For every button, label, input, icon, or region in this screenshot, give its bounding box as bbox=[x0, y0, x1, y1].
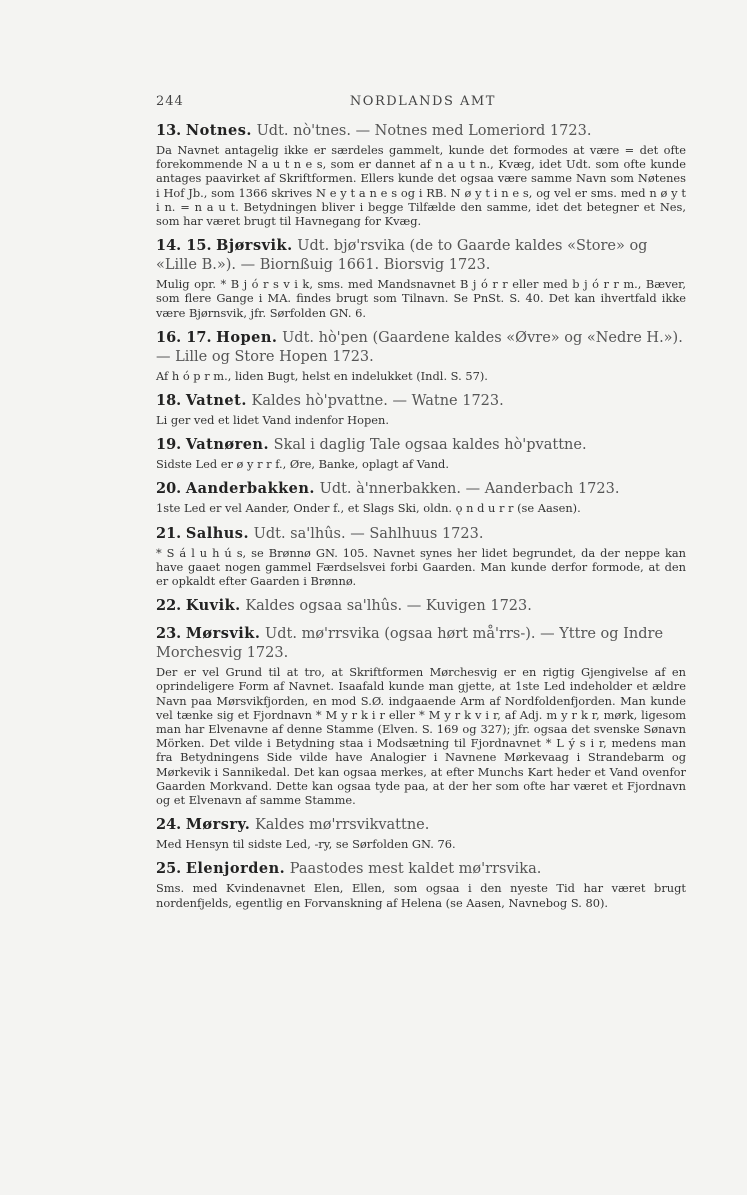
entry-number: 24. bbox=[156, 816, 182, 834]
entry-pronunciation: Udt. mø'rrsvika (ogsaa hørt må'rrs-). — Yttre og Indre Morchesvig 1723. bbox=[156, 626, 664, 662]
page bbox=[156, 94, 686, 918]
entry-heading bbox=[156, 236, 686, 275]
entry-number: 22. bbox=[156, 597, 182, 615]
entry-name: Mørsry. bbox=[185, 816, 251, 834]
entry-19 bbox=[156, 435, 686, 471]
running-title: NORDLANDS AMT bbox=[349, 94, 496, 109]
entry-number: 23. bbox=[156, 625, 182, 643]
entry-text: Af h ó p r m., liden Bugt, helst en indelukket (Indl. S. 57). bbox=[156, 368, 488, 383]
entry-name: Hopen. bbox=[216, 328, 278, 346]
entry-text: Li ger ved et lidet Vand indenfor Hopen. bbox=[156, 413, 389, 428]
entry-pronunciation: Udt. bjø'rsvika (de to Gaarde kaldes «Store» og «Lille B.»). — Biornßuig 1661. Biorsvig 1723. bbox=[156, 238, 648, 274]
entry-heading bbox=[156, 328, 686, 367]
entry-pronunciation: Paastodes mest kaldet mø'rrsvika. bbox=[289, 861, 542, 878]
entry-pronunciation: Udt. nò'tnes. — Notnes med Lomeriord 1723. bbox=[256, 123, 592, 139]
entry-20 bbox=[156, 479, 686, 515]
entry-21 bbox=[156, 524, 686, 589]
entry-text: Mulig opr. * B j ó r s v i k, sms. med Mandsnavnet B j ó r r eller med b j ó r r m., Bæver, som flere Gange i MA. findes brugt som Tilnavn. Se PnSt. S. 40. Det kan ihvertfald ikke være Bjørnsvik, jfr. Sørfolden GN. 6. bbox=[156, 277, 686, 320]
entry-heading bbox=[156, 815, 686, 835]
entry-name: Mørsvik. bbox=[185, 625, 261, 643]
entry-text: Med Hensyn til sidste Led, -ry, se Sørfolden GN. 76. bbox=[156, 837, 456, 852]
entry-name: Vatnøren. bbox=[185, 436, 270, 454]
page-header bbox=[156, 94, 686, 109]
entry-heading bbox=[156, 121, 686, 141]
entry-text: Sidste Led er ø y r r f., Øre, Banke, oplagt af Vand. bbox=[156, 457, 449, 472]
entry-number: 18. bbox=[156, 392, 182, 410]
entry-text: * S á l u h ú s, se Brønnø GN. 105. Navnet synes her lidet begrundet, da der neppe kan have gaaet nogen gammel Færdselsvei forbi Gaarden. Man kunde derfor formode, at den er opkaldt efter Gaarden i Brønnø. bbox=[156, 545, 686, 589]
entry-text: 1ste Led er vel Aander, Onder f., et Slags Ski, oldn. ǫ n d u r r (se Aasen). bbox=[156, 501, 581, 516]
entry-name: Vatnet. bbox=[185, 392, 247, 410]
entry-number: 14. 15. bbox=[156, 237, 212, 255]
entry-text: Sms. med Kvindenavnet Elen, Ellen, som ogsaa i den nyeste Tid har været brugt nordenfjelds, egentlig en Forvanskning af Helena (se Aasen, Navnebog S. 80). bbox=[156, 881, 686, 910]
entry-name: Elenjorden. bbox=[185, 860, 286, 878]
entry-pronunciation: Udt. à'nnerbakken. — Aanderbach 1723. bbox=[319, 481, 620, 498]
entry-heading bbox=[156, 859, 686, 879]
entry-name: Salhus. bbox=[185, 524, 250, 542]
entry-pronunciation: Kaldes ogsaa sa'lhûs. — Kuvigen 1723. bbox=[245, 598, 532, 615]
entry-22 bbox=[156, 596, 686, 616]
entry-name: Aanderbakken. bbox=[185, 480, 315, 498]
page-number: 244 bbox=[156, 94, 184, 109]
entry-number: 16. 17. bbox=[156, 328, 212, 346]
entry-23 bbox=[156, 624, 686, 807]
entry-text: Der er vel Grund til at tro, at Skriftformen Mørchesvig er en rigtig Gjengivelse af en oprindeligere Form af Navnet. Isaafald kunde man gjette, at 1ste Led indeholder et ældre Navn paa Mørsvikfjorden, en mod S.Ø. indgaaende Arm af Nordfoldenfjorden. Man kunde vel tænke sig et Fjordnavn * M y r k i r eller * M y r k v i r, af Adj. m y r k r, mørk, ligesom man har Elvenavne af denne Stamme (Elven. S. 169 og 327); jfr. ogsaa det svenske Sønavn Mörken. Det vilde i Betydning staa i Modsætning til Fjordnavnet * L ý s i r, medens man fra Betydningens Side vilde have Analogier i Navnene Mørkevaag i Strandebarm og Mørkevik i Sannikedal. Det kan ogsaa merkes, at efter Munchs Kart heder et Vand ovenfor Gaarden Morkvand. Dette kan ogsaa tyde paa, at der her som ofte har været et Fjordnavn og et Elvenavn af samme Stamme. bbox=[156, 665, 686, 808]
entry-16-17 bbox=[156, 328, 686, 383]
entry-number: 19. bbox=[156, 436, 182, 454]
entry-name: Kuvik. bbox=[185, 597, 241, 615]
entry-heading bbox=[156, 479, 686, 499]
entry-name: Bjørsvik. bbox=[216, 237, 293, 255]
entry-25 bbox=[156, 859, 686, 909]
entry-pronunciation: Udt. sa'lhûs. — Sahlhuus 1723. bbox=[253, 525, 484, 542]
entry-number: 20. bbox=[156, 480, 182, 498]
entry-pronunciation: Kaldes mø'rrsvikvattne. bbox=[254, 817, 430, 834]
entry-number: 25. bbox=[156, 860, 182, 878]
entry-pronunciation: Udt. hò'pen (Gaardene kaldes «Øvre» og «Nedre H.»). — Lille og Store Hopen 1723. bbox=[156, 329, 683, 365]
entry-14-15 bbox=[156, 236, 686, 320]
entry-text: Da Navnet antagelig ikke er særdeles gammelt, kunde det formodes at være = det ofte forekommende N a u t n e s, som er dannet af n a u t n., Kvæg, idet Udt. som ofte kunde antages paavirket af Skriftformen. Ellers kunde det ogsaa være samme Navn som Nøtenes i Hof Jb., som 1366 skrives N e y t a n e s og i RB. N ø y t i n e s, og vel er sms. med n ø y t i n. = n a u t. Betydningen bliver i begge Tilfælde den samme, idet det betegner et Nes, som har været brugt til Havnegang for Kvæg. bbox=[156, 143, 686, 229]
entry-heading bbox=[156, 391, 686, 411]
entry-24 bbox=[156, 815, 686, 851]
entry-number: 21. bbox=[156, 524, 182, 542]
entry-name: Notnes. bbox=[185, 122, 252, 139]
entry-13 bbox=[156, 121, 686, 228]
entry-pronunciation: Kaldes hò'pvattne. — Watne 1723. bbox=[251, 393, 504, 410]
entry-number: 13. bbox=[156, 122, 182, 139]
entry-pronunciation: Skal i daglig Tale ogsaa kaldes hò'pvattne. bbox=[273, 437, 587, 454]
entry-heading bbox=[156, 435, 686, 455]
entry-heading bbox=[156, 596, 686, 616]
entry-heading bbox=[156, 524, 686, 544]
entry-heading bbox=[156, 624, 686, 663]
entry-18 bbox=[156, 391, 686, 427]
